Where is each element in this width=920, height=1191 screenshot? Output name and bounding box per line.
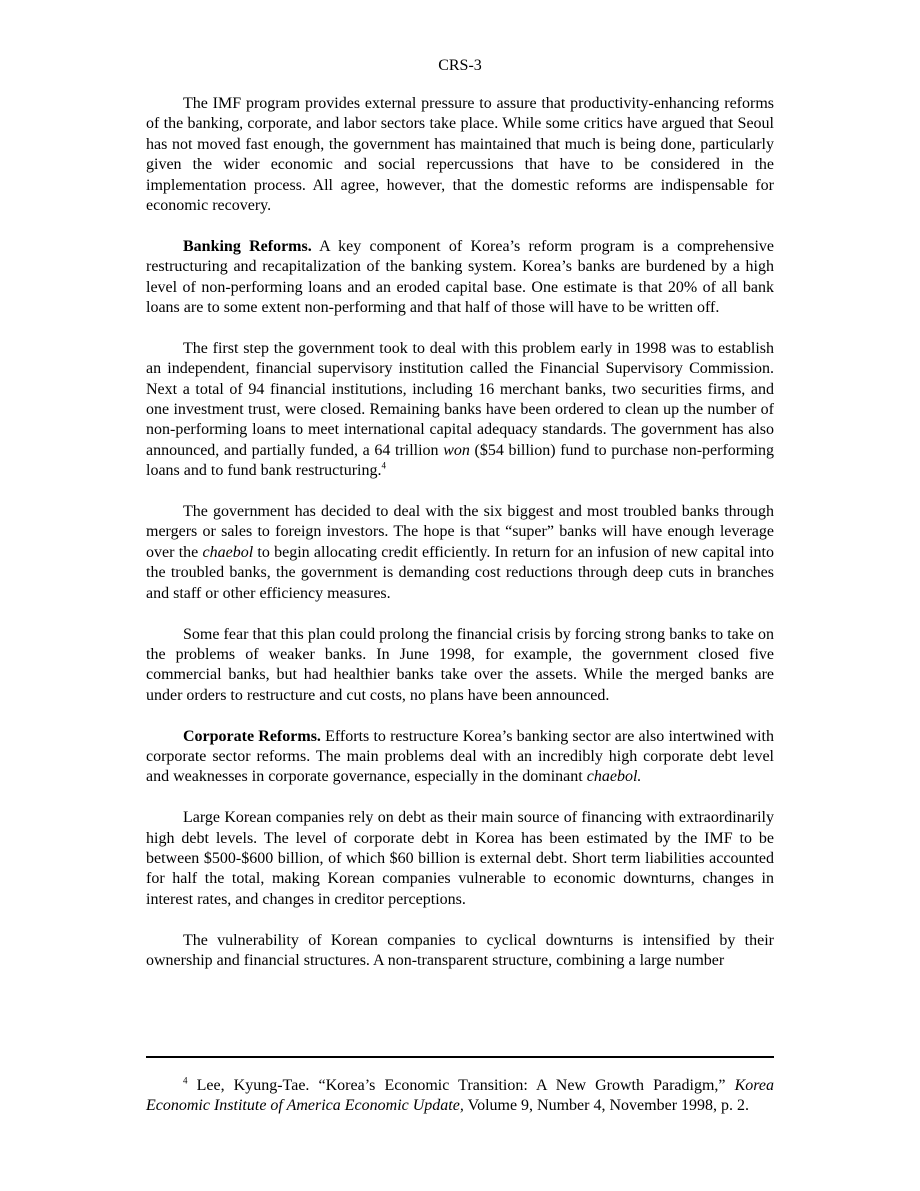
paragraph-text: Efforts to restructure Korea’s banking sector are also intertwined with corporate sector reforms. The main problems deal with an incredibly high corporate debt level and weaknesses in corporate governance, especially in the dominant — [146, 727, 774, 786]
footnote-number: 4 — [183, 1075, 188, 1086]
paragraph-banking-reforms — [146, 237, 774, 319]
paragraph-some-fear — [146, 625, 774, 707]
paragraph-text: A key component of Korea’s reform program is a comprehensive restructuring and recapitalization of the banking system. Korea’s banks are burdened by a high level of non-performing loans and an eroded capital base. One estimate is that 20% of all bank loans are to some extent non-performing and that half of those will have to be written off. — [146, 237, 775, 317]
footnote-publication-title: Korea Economic Institute of America Economic Update, — [146, 1077, 774, 1115]
body-text — [146, 94, 774, 992]
italic-term: won — [443, 441, 470, 459]
footnote-text: Lee, Kyung-Tae. “Korea’s Economic Transition: A New Growth Paradigm,” — [187, 1077, 735, 1094]
paragraph-text: The IMF program provides external pressure to assure that productivity-enhancing reforms of the banking, corporate, and labor sectors take place. While some critics have argued that Seoul has not moved fast enough, the government has maintained that much is being done, particularly given the wider economic and social repercussions that have to be considered in the implementation process. All agree, however, that the domestic reforms are indispensable for economic recovery. — [146, 95, 774, 215]
paragraph-vulnerability — [146, 931, 774, 972]
footnote — [146, 1076, 774, 1117]
italic-term: chaebol. — [586, 768, 642, 786]
paragraph-text: ($54 billion) fund to purchase non-performing loans and to fund bank restructuring. — [146, 441, 775, 480]
page-header: CRS-3 — [438, 57, 482, 74]
italic-term: chaebol — [202, 543, 254, 561]
paragraph-large-companies — [146, 808, 774, 910]
paragraph-text: The government has decided to deal with the six biggest and most troubled banks through mergers or sales to foreign investors. The hope is that “super” banks will have enough leverage over the — [146, 503, 774, 561]
paragraph-text: to begin allocating credit efficiently. In return for an infusion of new capital into the troubled banks, the government is demanding cost reductions through deep cuts in branches and staff or other efficiency measures. — [146, 543, 774, 602]
paragraph-six-banks — [146, 502, 774, 604]
footnote-divider — [146, 1056, 774, 1058]
paragraph-imf-program — [146, 94, 774, 216]
paragraph-text: Large Korean companies rely on debt as their main source of financing with extraordinarily high debt levels. The level of corporate debt in Korea has been estimated by the IMF to be between $500-$600 billion, of which $60 billion is external debt. Short term liabilities accounted for half the total, making Korean companies vulnerable to economic downturns, changes in interest rates, and changes in creditor perceptions. — [146, 809, 774, 908]
paragraph-text: The vulnerability of Korean companies to cyclical downturns is intensified by their ownership and financial structures. A non-transparent structure, combining a large number — [146, 931, 774, 969]
paragraph-text: Some fear that this plan could prolong the financial crisis by forcing strong banks to take on the problems of weaker banks. In June 1998, for example, the government closed five commercial banks, but had healthier banks take over the assets. While the merged banks are under orders to restructure and cut costs, no plans have been announced. — [146, 625, 774, 704]
footnote-reference[interactable]: 4 — [381, 460, 386, 471]
footnote-text: Volume 9, Number 4, November 1998, p. 2. — [463, 1097, 750, 1115]
section-heading-corporate-reforms: Corporate Reforms. — [183, 727, 321, 745]
paragraph-text: The first step the government took to deal with this problem early in 1998 was to establish an independent, financial supervisory institution called the Financial Supervisory Commission. Next a total of 94 financial institutions, including 16 merchant banks, two securities firms, and one investment trust, were closed. Remaining banks have been ordered to clean up the number of non-performing loans to meet international capital adequacy standards. The government has also announced, and partially funded, a 64 trillion — [146, 339, 774, 459]
paragraph-first-step — [146, 339, 774, 482]
section-heading-banking-reforms: Banking Reforms. — [183, 237, 312, 255]
paragraph-corporate-reforms — [146, 727, 774, 788]
